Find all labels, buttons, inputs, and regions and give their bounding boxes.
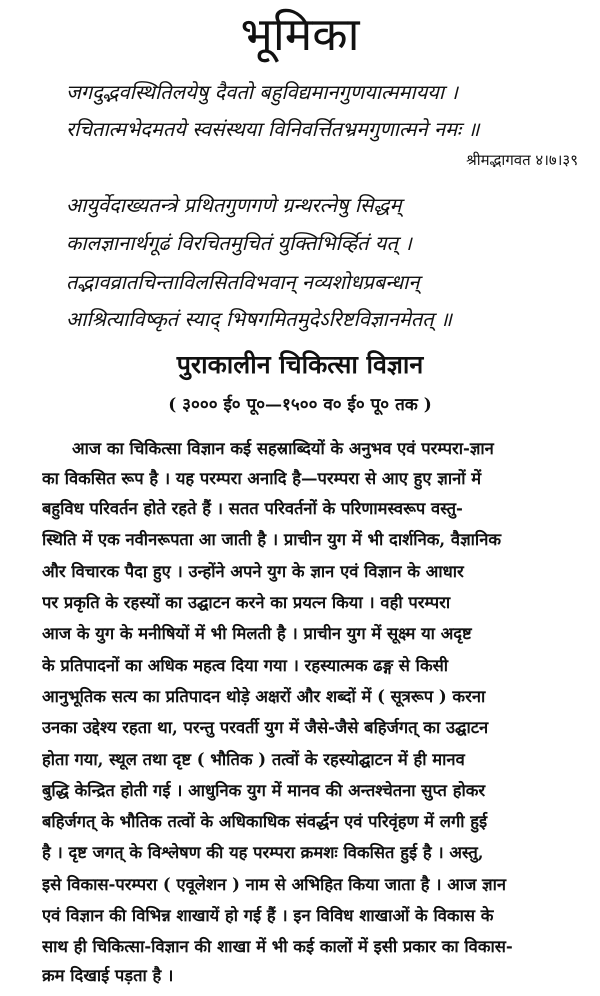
verse-line: तद्भावव्रातचिन्ताविलसितविभवान् नव्यशोधप्रबन्धान् [66, 270, 420, 294]
body-line: आनुभूतिक सत्य का प्रतिपादन थोड़े अक्षरों और शब्दों में ( सूत्ररूप ) करना [42, 687, 486, 706]
body-line: है । दृष्ट जगत् के विश्लेषण की यह परम्परा क्रमशः विकसित हुई है । अस्तु, [42, 843, 484, 862]
body-line: पर प्रकृति के रहस्यों का उद्घाटन करने का प्रयत्न किया । वही परम्परा [42, 593, 451, 612]
page-title: भूमिका [240, 7, 360, 61]
body-line: और विचारक पैदा हुए । उन्होंने अपने युग के ज्ञान एवं विज्ञान के आधार [42, 562, 464, 581]
verse-line: आश्रित्याविष्कृतं स्याद् भिषगमितमुदेऽरिष्टविज्ञानमेतत् ॥ [66, 307, 453, 331]
body-line: स्थिति में एक नवीनरूपता आ जाती है । प्राचीन युग में भी दार्शनिक, वैज्ञानिक [42, 530, 502, 549]
body-line: एवं विज्ञान की विभिन्न शाखायें हो गई हैं । इन विविध शाखाओं के विकास के [42, 906, 494, 925]
verse-line: आयुर्वेदाख्यतन्त्रे प्रथितगुणगणे ग्रन्थरत्नेषु सिद्धम् [66, 193, 402, 217]
section-heading: पुराकालीन चिकित्सा विज्ञान [176, 350, 424, 379]
verse-line: रचितात्मभेदमतये स्वसंस्थया विनिवर्त्तितभ्रमगुणात्मने नमः ॥ [66, 117, 480, 141]
body-line: बहिर्जगत् के भौतिक तत्वों के अधिकाधिक संवर्द्धन एवं परिवृंहण में लगी हुई [42, 812, 488, 831]
verse-line: कालज्ञानार्थगूढं विरचितमुचितं युक्तिभिर्व्हितं यत् । [66, 231, 412, 255]
verse-source: श्रीमद्भागवत ४।७।३९ [466, 151, 578, 169]
body-line: के प्रतिपादनों का अधिक महत्व दिया गया । रहस्यात्मक ढङ्ग से किसी [42, 656, 449, 675]
body-line: आज का चिकित्सा विज्ञान कई सहस्राब्दियों के अनुभव एवं परम्परा-ज्ञान [72, 439, 494, 458]
body-line: बुद्धि केन्द्रित होती गई । आधुनिक युग में मानव की अन्तश्चेतना सुप्त होकर [42, 781, 486, 800]
body-line: साथ ही चिकित्सा-विज्ञान की शाखा में भी कई कालों में इसी प्रकार का विकास- [42, 937, 513, 956]
body-line: बहुविध परिवर्तन होते रहते हैं । सतत परिवर्तनों के परिणामस्वरूप वस्तु- [42, 499, 463, 518]
body-line: इसे विकास-परम्परा ( एवूलेशन ) नाम से अभिहित किया जाता है । आज ज्ञान [42, 875, 507, 894]
section-dates: ( ३००० ई० पू०—१५०० व० ई० पू० तक ) [168, 395, 432, 415]
verse-line: जगदुद्भवस्थितिलयेषु दैवतो बहुविद्यमानगुणयात्ममायया । [66, 80, 459, 104]
body-line: आज के युग के मनीषियों में भी मिलती है । प्राचीन युग में सूक्ष्म या अदृष्ट [42, 624, 472, 643]
body-line: का विकसित रूप है । यह परम्परा अनादि है—परम्परा से आए हुए ज्ञानों में [42, 469, 482, 488]
body-line: होता गया, स्थूल तथा दृष्ट ( भौतिक ) तत्वों के रहस्योद्घाटन में ही मानव [42, 750, 465, 769]
body-line: उनका उद्देश्य रहता था, परन्तु परवर्ती युग में जैसे-जैसे बहिर्जगत् का उद्घाटन [42, 718, 489, 737]
body-line: क्रम दिखाई पड़ता है । [42, 966, 174, 985]
